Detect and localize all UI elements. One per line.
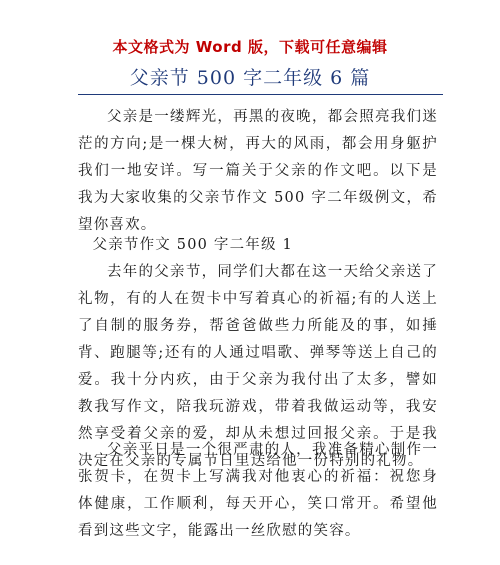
intro-paragraph: [78, 104, 438, 239]
title-divider: [78, 94, 443, 95]
intro-text: 父亲是一缕辉光，再黑的夜晚，都会照亮我们迷茫的方向;是一棵大树，再大的风雨，都会用身躯护我们一地安详。写一篇关于父亲的作文吧。以下是我为大家收集的父亲节作文 500 字二年级例文，希望你喜欢。: [78, 109, 438, 233]
edit-notice-banner: 本文格式为 Word 版，下载可任意编辑: [112, 38, 388, 56]
document-title: 父亲节 500 字二年级 6 篇: [129, 67, 371, 89]
essay-paragraph-2-text: 父亲平日是一个很严肃的人，我准备精心制作一张贺卡，在贺卡上写满我对他衷心的祈福：祝您身体健康，工作顺利，每天开心，笑口常开。希望他看到这些文字，能露出一丝欣慰的笑容。: [78, 442, 438, 539]
essay-heading: [78, 232, 438, 259]
essay-heading-text: 父亲节作文 500 字二年级 1: [92, 237, 293, 253]
essay-paragraph-2: [78, 437, 438, 545]
essay-paragraph-1-text: 去年的父亲节，同学们大都在这一天给父亲送了礼物，有的人在贺卡中写着真心的祈福;有的人送上了自制的服务券，帮爸爸做些力所能及的事，如捶背、跑腿等;还有的人通过唱歌、弹琴等送上自己的爱。我十分内疚，由于父亲为我付出了太多，譬如教我写作文，陪我玩游戏，带着我做运动等，我安然享受着父亲的爱，却从未想过回报父亲。于是我决定在父亲的专属节日里送给他一份特别的礼物。: [78, 264, 438, 469]
